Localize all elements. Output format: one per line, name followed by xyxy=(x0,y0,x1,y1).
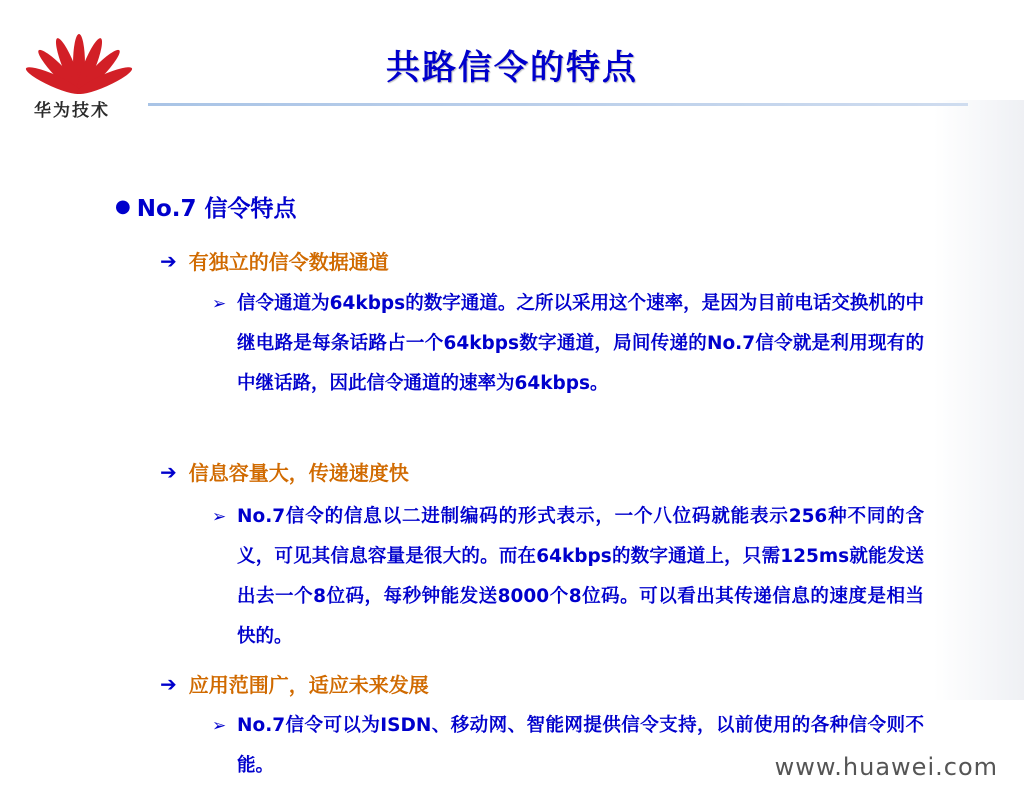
main-bullet-label: No.7 信令特点 xyxy=(136,196,297,222)
section-detail-1 xyxy=(212,284,924,404)
section-heading-1 xyxy=(160,246,389,275)
arrow-right-icon: ➔ xyxy=(160,459,177,484)
chevron-right-icon: ➢ xyxy=(212,716,227,736)
section-detail-text: No.7信令的信息以二进制编码的形式表示，一个八位码就能表示256种不同的含义，可见其信息容量是很大的。而在64kbps的数字通道上，只需125ms就能发送出去一个8位码，每秒钟能发送8000个8位码。可以看出其传递信息的速度是相当快的。 xyxy=(237,506,924,647)
arrow-right-icon: ➔ xyxy=(160,671,177,696)
section-heading-label: 信息容量大，传递速度快 xyxy=(188,461,409,485)
main-bullet xyxy=(115,190,297,223)
section-detail-text: No.7信令可以为ISDN、移动网、智能网提供信令支持，以前使用的各种信令则不能。 xyxy=(237,715,924,776)
section-heading-2 xyxy=(160,457,409,486)
dot-icon: ● xyxy=(115,196,131,217)
logo-text: 华为技术 xyxy=(34,101,110,121)
chevron-right-icon: ➢ xyxy=(212,294,227,314)
background-shade xyxy=(934,100,1024,700)
chevron-right-icon: ➢ xyxy=(212,507,227,527)
section-heading-label: 有独立的信令数据通道 xyxy=(188,250,389,274)
section-heading-3 xyxy=(160,669,429,698)
page-title: 共路信令的特点 xyxy=(386,48,638,88)
section-heading-label: 应用范围广，适应未来发展 xyxy=(188,673,429,697)
arrow-right-icon: ➔ xyxy=(160,248,177,273)
section-detail-text: 信令通道为64kbps的数字通道。之所以采用这个速率，是因为目前电话交换机的中继电路是每条话路占一个64kbps数字通道，局间传递的No.7信令就是利用现有的中继话路，因此信令通道的速率为64kbps。 xyxy=(237,293,924,394)
title-divider xyxy=(148,103,968,106)
footer-url: www.huawei.com xyxy=(774,753,998,781)
section-detail-2 xyxy=(212,497,924,657)
